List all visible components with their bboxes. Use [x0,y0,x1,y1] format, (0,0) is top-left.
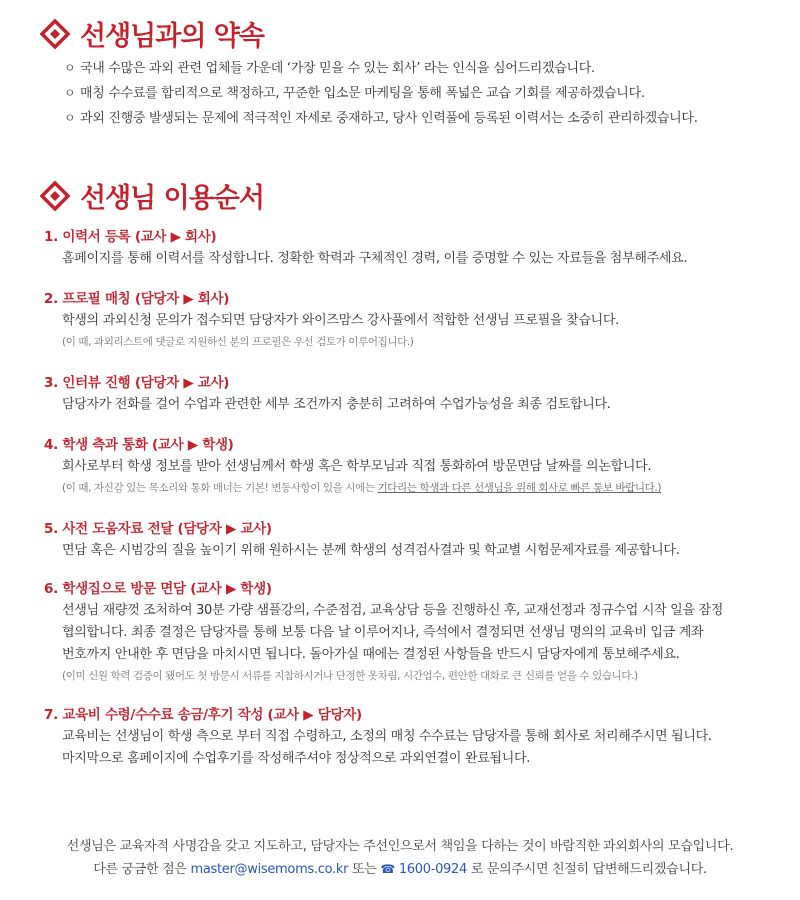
promise-item: ㅇ 과외 진행중 발생되는 문제에 적극적인 자세로 중재하고, 당사 인력풀에 등록된 이력서는 소중히 관리하겠습니다. [64,111,698,126]
diamond-icon [40,181,70,211]
step-3 [44,372,784,416]
guide-title: 선생님 이용순서 [80,183,264,214]
step-1 [44,226,784,270]
step-title: 7. 교육비 수령/수수료 송금/후기 작성 (교사 ▶ 담당자) [44,707,362,723]
step-body: 학생의 과외신청 문의가 접수되면 담당자가 와이즈맘스 강사풀에서 적합한 선생님 프로필을 찾습니다. [62,313,619,328]
step-body: 담당자가 전화를 걸어 수업과 관련한 세부 조건까지 충분히 고려하여 수업가능성을 최종 검토합니다. [62,397,611,412]
step-title: 2. 프로필 매칭 (담당자 ▶ 회사) [44,291,230,307]
step-body: 회사로부터 학생 정보를 받아 선생님께서 학생 혹은 학부모님과 직접 통화하여 방문면담 날짜를 의논합니다. [62,459,652,474]
phone-icon: ☎ [380,862,395,876]
step-body: 홈페이지를 통해 이력서를 작성합니다. 정확한 학력과 구체적인 경력, 이를 증명할 수 있는 자료들을 첨부해주세요. [62,251,688,266]
step-title: 1. 이력서 등록 (교사 ▶ 회사) [44,229,217,245]
email-link[interactable]: master@wisemoms.co.kr [190,862,349,877]
promise-item: ㅇ 국내 수많은 과외 관련 업체들 가운데 ‘가장 믿을 수 있는 회사’ 라는 인식을 심어드리겠습니다. [64,61,595,76]
promise-title: 선생님과의 약속 [80,21,264,52]
step-title: 6. 학생집으로 방문 면담 (교사 ▶ 학생) [44,581,272,597]
step-note: (이 때, 과외리스트에 댓글로 지원하신 분의 프로필은 우선 검토가 이루어집니다.) [62,336,414,348]
footer [0,836,800,881]
step-note-emphasis: 기다리는 학생과 다른 선생님을 위해 회사로 빠른 통보 바랍니다.) [377,482,662,494]
step-body: 선생님 재량껏 조처하여 30분 가량 샘플강의, 수준점검, 교육상담 등을 진행하신 후, 교재선정과 정규수업 시작 일을 잠정 협의합니다. 최종 결정은 담당자를 통해 보통 다음 날 이루어지나, 즉석에서 결정되면 선생님 명의의 교육비 입금 계좌 번호까지 안내한 후 면담을 마치시면 됩니다. 돌아가실 때에는 결정된 사항들을 반드시 담당자에게 통보해주세요. [62,603,724,662]
step-body: 면담 혹은 시범강의 질을 높이기 위해 원하시는 분께 학생의 성격검사결과 및 학교별 시험문제자료를 제공합니다. [62,543,680,558]
footer-line-1: 선생님은 교육자적 사명감을 갖고 지도하고, 담당자는 주선인으로서 책임을 다하는 것이 바람직한 과외회사의 모습입니다. [66,839,734,854]
promise-item: ㅇ 매칭 수수료를 합리적으로 책정하고, 꾸준한 입소문 마케팅을 통해 폭넓은 교습 기회를 제공하겠습니다. [64,86,645,101]
step-title: 3. 인터뷰 진행 (담당자 ▶ 교사) [44,375,230,391]
guide-section-title [40,176,264,215]
promise-list [64,56,698,131]
step-4 [44,434,784,498]
footer-line-2: 다른 궁금한 점은 master@wisemoms.co.kr 또는 ☎ 1600-0924 로 문의주시면 친절히 답변해드리겠습니다. [93,862,707,877]
diamond-icon [40,19,70,49]
step-title: 5. 사전 도움자료 전달 (담당자 ▶ 교사) [44,521,272,537]
step-title: 4. 학생 측과 통화 (교사 ▶ 학생) [44,437,234,453]
promise-section-title [40,14,264,53]
step-5 [44,518,784,562]
step-note: (이 때, 자신감 있는 목소리와 통화 매너는 기본! 변동사항이 있을 시에는 기다리는 학생과 다른 선생님을 위해 회사로 빠른 통보 바랍니다.) [62,482,662,494]
phone-number[interactable]: 1600-0924 [398,862,467,877]
step-body: 교육비는 선생님이 학생 측으로 부터 직접 수령하고, 소정의 매칭 수수료는 담당자를 통해 회사로 처리해주시면 됩니다. 마지막으로 홈페이지에 수업후기를 작성해주셔야 정상적으로 과외연결이 완료됩니다. [62,729,712,766]
step-note: (이미 신원 학력 검증이 됐어도 첫 방문시 서류를 지참하시거나 단정한 옷차림, 시간엄수, 편안한 대화로 큰 신뢰를 얻을 수 있습니다.) [62,670,638,682]
step-7 [44,704,784,770]
step-6 [44,578,784,686]
step-2 [44,288,784,352]
